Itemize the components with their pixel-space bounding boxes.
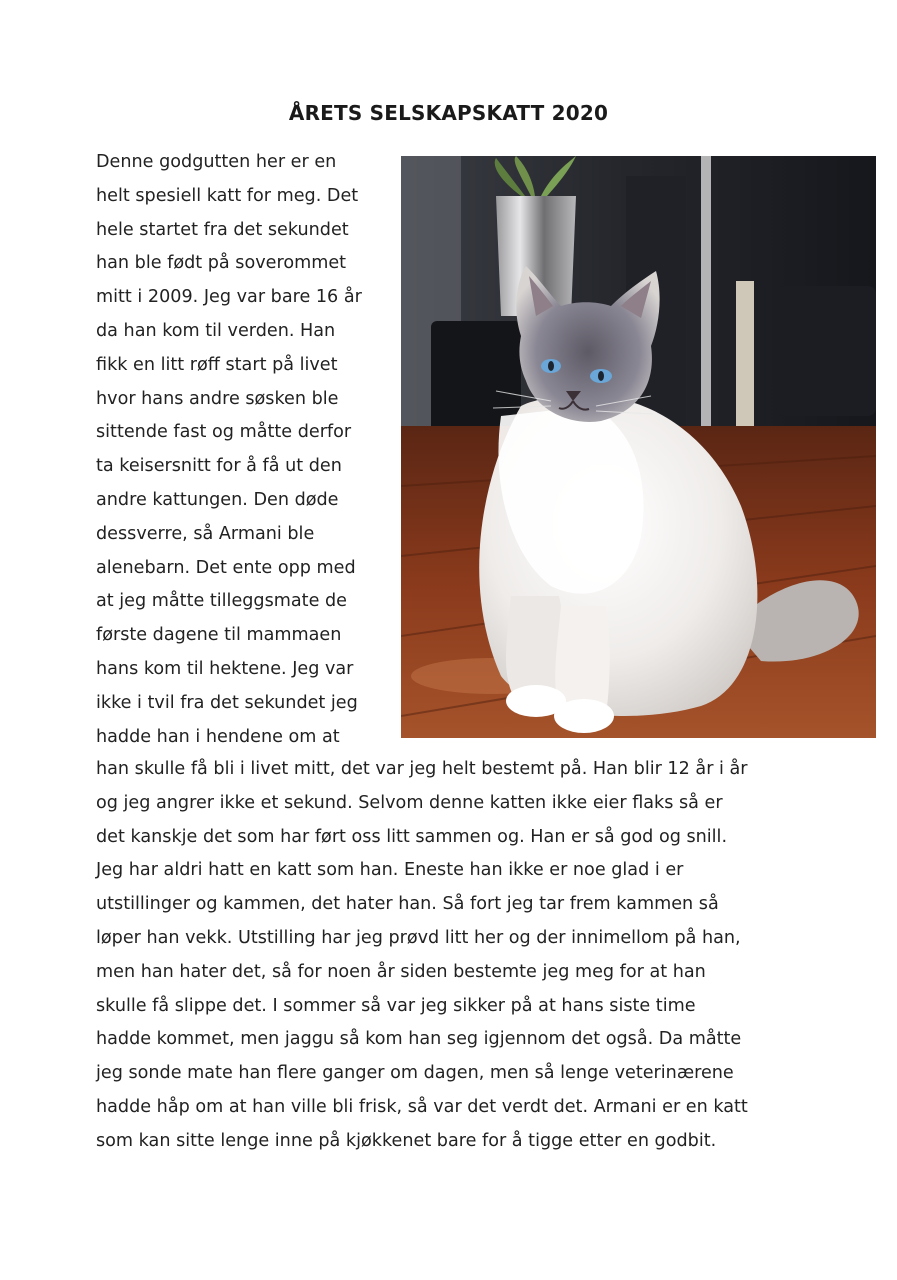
cat-photo-illustration [401,156,876,738]
text-line: Jeg har aldri hatt en katt som han. Eneste han ikke er noe glad i er [96,860,684,881]
text-line: sittende fast og måtte derfor [96,422,352,443]
text-line: hvor hans andre søsken ble [96,388,339,409]
text-line: hans kom til hektene. Jeg var [96,658,354,679]
text-line: ta keisersnitt for å få ut den [96,456,342,477]
text-line: Denne godgutten her er en [96,152,337,172]
text-line: utstillinger og kammen, det hater han. Så fort jeg tar frem kammen så [96,894,719,915]
text-line: han ble født på soverommet [96,253,347,274]
text-line: jeg sonde mate han flere ganger om dagen, men så lenge veterinærene [96,1063,734,1084]
text-line: da han kom til verden. Han [96,320,336,341]
text-line: hadde kommet, men jaggu så kom han seg igjennom det også. Da måtte [96,1029,742,1050]
text-line: dessverre, så Armani ble [96,523,315,544]
text-line: andre kattungen. Den døde [96,489,339,510]
intro-text-column [96,146,396,754]
main-text-body [96,753,816,1159]
text-line: og jeg angrer ikke et sekund. Selvom denne katten ikke eier flaks så er [96,792,723,813]
cat-photo [401,156,876,738]
text-line: helt spesiell katt for meg. Det [96,185,359,206]
text-line: hadde håp om at han ville bli frisk, så var det verdt det. Armani er en katt [96,1096,748,1117]
page-title: ÅRETS SELSKAPSKATT 2020 [288,101,609,125]
text-line: men han hater det, så for noen år siden bestemte jeg meg for at han [96,961,706,982]
text-line: alenebarn. Det ente opp med [96,557,356,578]
text-line: hadde han i hendene om at [96,726,340,747]
text-line: at jeg måtte tilleggsmate de [96,591,347,612]
text-line: første dagene til mammaen [96,625,342,646]
text-line: ikke i tvil fra det sekundet jeg [96,692,358,713]
text-line: det kanskje det som har ført oss litt sammen og. Han er så god og snill. [96,826,728,847]
text-line: han skulle få bli i livet mitt, det var jeg helt bestemt på. Han blir 12 år i år [96,759,748,779]
text-line: løper han vekk. Utstilling har jeg prøvd litt her og der innimellom på han, [96,927,741,948]
text-line: mitt i 2009. Jeg var bare 16 år [96,287,362,308]
text-line: fikk en litt røff start på livet [96,354,338,375]
text-line: som kan sitte lenge inne på kjøkkenet bare for å tigge etter en godbit. [96,1130,717,1151]
text-line: skulle få slippe det. I sommer så var jeg sikker på at hans siste time [96,995,696,1016]
text-line: hele startet fra det sekundet [96,219,349,240]
